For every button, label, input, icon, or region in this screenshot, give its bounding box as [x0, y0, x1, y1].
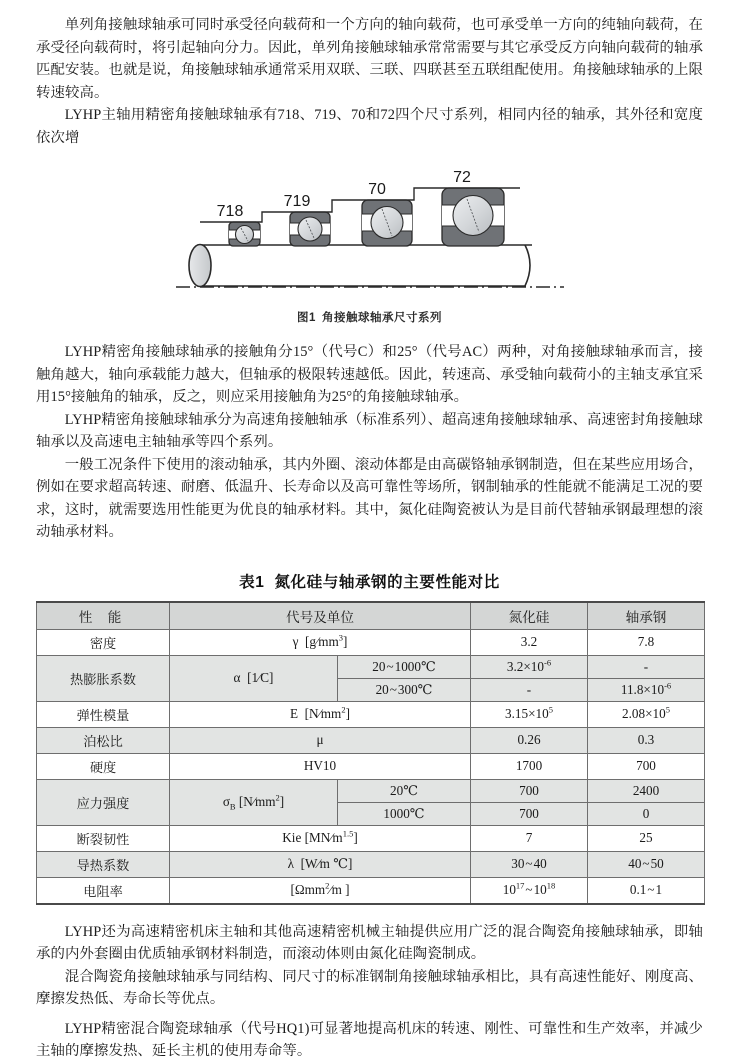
cell-condition-thermal-1: 20~1000℃	[338, 655, 471, 678]
cell-symbol-density: γ $[g∕mm^3]$	[170, 629, 471, 655]
cell-property-density: 密度	[37, 629, 170, 655]
cell-bs-hardness: 700	[588, 753, 705, 779]
table-row-fracture-toughness	[37, 825, 705, 851]
cell-sn-conduct: 30~40	[471, 851, 588, 877]
bearing-size-series-figure	[36, 161, 703, 301]
cell-property-thermal: 热膨胀系数	[37, 655, 170, 701]
cell-property-stress: 应力强度	[37, 779, 170, 825]
paragraph-mid-3: 一般工况条件下使用的滚动轴承，其内外圈、滚动体都是由高碳铬轴承钢制造，但在某些应用场合，例如在要求超高转速、耐磨、低温升、长寿命以及高可靠性等场所，钢制轴承的性能就不能满足工况的要求，这时，就需要选用性能更为优良的轴承材料。其中，氮化硅陶瓷被认为是目前代替轴承钢最理想的滚动轴承材料。	[36, 456, 703, 540]
cell-symbol-fracture: Kie $[MN∕m^{1.5}]$	[170, 825, 471, 851]
cell-sn-poisson: 0.26	[471, 727, 588, 753]
cell-bs-stress-1: 2400	[588, 779, 705, 802]
cell-condition-thermal-2: 20~300℃	[338, 678, 471, 701]
elastic-sn-exp: 5	[548, 704, 553, 715]
resist-bs-low: 0.1	[629, 882, 647, 897]
cell-sn-thermal-1	[471, 655, 588, 678]
resist-sn-b-base: 10	[533, 882, 547, 897]
cell-bs-resist: 0.1~1	[588, 877, 705, 904]
intro-paragraphs	[36, 14, 703, 149]
paragraph-mid-2: LYHP精密角接触球轴承分为高速角接触轴承（标准系列）、超高速角接触球轴承、高速密封角接触球轴承以及高速电主轴轴承等四个系列。	[36, 411, 703, 450]
cell-bs-conduct: 40~50	[588, 851, 705, 877]
figure-caption-text: 角接触球轴承尺寸系列	[321, 312, 442, 324]
bearing-718	[229, 222, 260, 246]
cell-symbol-elastic: E $[N∕mm^2]$	[170, 701, 471, 727]
cell-condition-stress-1: 20℃	[338, 779, 471, 802]
conduct-sn-low: 30	[511, 856, 525, 871]
cell-sn-stress-2: 700	[471, 802, 588, 825]
thermal-cond-1-low: 20	[372, 658, 386, 674]
cell-sn-resist: $10^{17}\sim 10^{18}$	[471, 877, 588, 904]
paragraph-end-2: 混合陶瓷角接触球轴承与同结构、同尺寸的标准钢制角接触球轴承相比，具有高速性能好、刚度高、摩擦发热低、寿命长等优点。	[36, 968, 703, 1007]
cell-property-elastic: 弹性模量	[37, 701, 170, 727]
table-row-stress-strength-1	[37, 779, 705, 802]
cell-symbol-hardness: HV10	[170, 753, 471, 779]
cell-bs-poisson: 0.3	[588, 727, 705, 753]
cell-sn-stress-1: 700	[471, 779, 588, 802]
cell-sn-thermal-2: -	[471, 678, 588, 701]
thermal-cond-2-high: 300℃	[397, 681, 433, 697]
header-property: 性 能	[37, 602, 170, 630]
figure-number: 图1	[297, 312, 316, 324]
cell-bs-stress-2: 0	[588, 802, 705, 825]
cell-property-hardness: 硬度	[37, 753, 170, 779]
paragraph-intro-2: LYHP主轴用精密角接触球轴承有718、719、70和72四个尺寸系列，相同内径的轴承，其外径和宽度依次增	[36, 107, 703, 146]
paragraph-end-1: LYHP还为高速精密机床主轴和其他高速精密机械主轴提供应用广泛的混合陶瓷角接触球轴承，即轴承的内外套圈由优质轴承钢材料制造，而滚动体则由氮化硅陶瓷制成。	[36, 923, 703, 962]
header-symbol-unit: 代号及单位	[170, 602, 471, 630]
thermal-bs-2-exp: -6	[664, 680, 672, 691]
cell-property-poisson: 泊松比	[37, 727, 170, 753]
bearing-72	[442, 188, 504, 246]
figure-caption	[36, 309, 703, 325]
cell-bs-density: 7.8	[588, 629, 705, 655]
label-72: 72	[452, 169, 471, 186]
mid-paragraphs	[36, 341, 703, 544]
cell-condition-stress-2: 1000℃	[338, 802, 471, 825]
conduct-sn-high: 40	[533, 856, 547, 871]
bearing-719	[290, 212, 330, 246]
shaft	[189, 245, 532, 287]
header-bearing-steel: 轴承钢	[588, 602, 705, 630]
cell-property-fracture: 断裂韧性	[37, 825, 170, 851]
conduct-bs-low: 40	[628, 856, 642, 871]
table-row-hardness	[37, 753, 705, 779]
thermal-cond-1-high: 1000℃	[394, 658, 436, 674]
table-title-text: 氮化硅与轴承钢的主要性能对比	[274, 573, 500, 591]
table-row-density	[37, 629, 705, 655]
label-718: 718	[216, 203, 243, 220]
cell-sn-fracture: 7	[471, 825, 588, 851]
table-row-thermal-conductivity	[37, 851, 705, 877]
elastic-bs-base: 2.08×10	[622, 706, 666, 721]
thermal-sn-1-exp: -6	[544, 657, 552, 668]
resist-sn-a-base: 10	[502, 882, 516, 897]
label-719: 719	[283, 193, 310, 210]
elastic-bs-exp: 5	[665, 704, 670, 715]
resist-sn-b-exp: 18	[546, 880, 556, 891]
table-row-resistivity	[37, 877, 705, 904]
cell-property-conduct: 导热系数	[37, 851, 170, 877]
cell-symbol-stress: $\sigma_B$ $[N∕mm^2]$	[170, 779, 338, 825]
table-title	[36, 570, 703, 592]
cell-sn-elastic	[471, 701, 588, 727]
elastic-sn-base: 3.15×10	[505, 706, 549, 721]
cell-bs-thermal-1: -	[588, 655, 705, 678]
cell-symbol-thermal: α [1∕C]	[170, 655, 338, 701]
header-silicon-nitride: 氮化硅	[471, 602, 588, 630]
cell-symbol-poisson: μ	[170, 727, 471, 753]
cell-bs-thermal-2	[588, 678, 705, 701]
resist-bs-high: 1	[655, 882, 663, 897]
cell-symbol-conduct: λ [W∕m ℃]	[170, 851, 471, 877]
thermal-bs-2-base: 11.8×10	[620, 681, 665, 697]
cell-symbol-resist: [Ωmm$^2$∕m ]	[170, 877, 471, 904]
cell-bs-fracture: 25	[588, 825, 705, 851]
conduct-bs-high: 50	[650, 856, 664, 871]
end-paragraphs	[36, 921, 703, 1063]
shaft-end-ellipse	[189, 245, 211, 287]
table-row-poisson-ratio	[37, 727, 705, 753]
paragraph-intro-1: 单列角接触球轴承可同时承受径向载荷和一个方向的轴向载荷，也可承受单一方向的纯轴向载荷，在承受径向载荷时，将引起轴向分力。因此，单列角接触球轴承常常需要与其它承受反方向轴向载荷的轴承匹配安装。也就是说，角接触球轴承通常采用双联、三联、四联甚至五联组配使用。角接触球轴承的上限转速较高。	[36, 17, 703, 101]
table-row-thermal-expansion-1	[37, 655, 705, 678]
paragraph-mid-1: LYHP精密角接触球轴承的接触角分15°（代号C）和25°（代号AC）两种，对角接触球轴承而言，接触角越大，轴向承载能力越大，但轴承的极限转速越低。因此，转速高、承受轴向载荷小的主轴支承宜采用15°接触角的轴承，反之，则应采用接触角为25°的角接触球轴承。	[36, 344, 703, 405]
paragraph-spacer	[36, 1011, 703, 1018]
resist-sn-a-exp: 17	[515, 880, 525, 891]
table-number: 表1	[239, 573, 265, 591]
cell-sn-density: 3.2	[471, 629, 588, 655]
paragraph-end-3: LYHP精密混合陶瓷球轴承（代号HQ1)可显著地提高机床的转速、刚性、可靠性和生产效率，并减少主轴的摩擦发热、延长主机的使用寿命等。	[36, 1020, 703, 1059]
bearing-70	[362, 200, 412, 246]
cell-sn-hardness: 1700	[471, 753, 588, 779]
table-row-elastic-modulus	[37, 701, 705, 727]
cell-property-resist: 电阻率	[37, 877, 170, 904]
thermal-cond-2-low: 20	[375, 681, 389, 697]
label-70: 70	[367, 181, 386, 198]
thermal-sn-1-base: 3.2×10	[506, 658, 544, 674]
performance-comparison-table	[36, 601, 705, 905]
cell-bs-elastic	[588, 701, 705, 727]
table-header-row	[37, 602, 705, 630]
bearing-diagram-svg	[170, 161, 570, 301]
